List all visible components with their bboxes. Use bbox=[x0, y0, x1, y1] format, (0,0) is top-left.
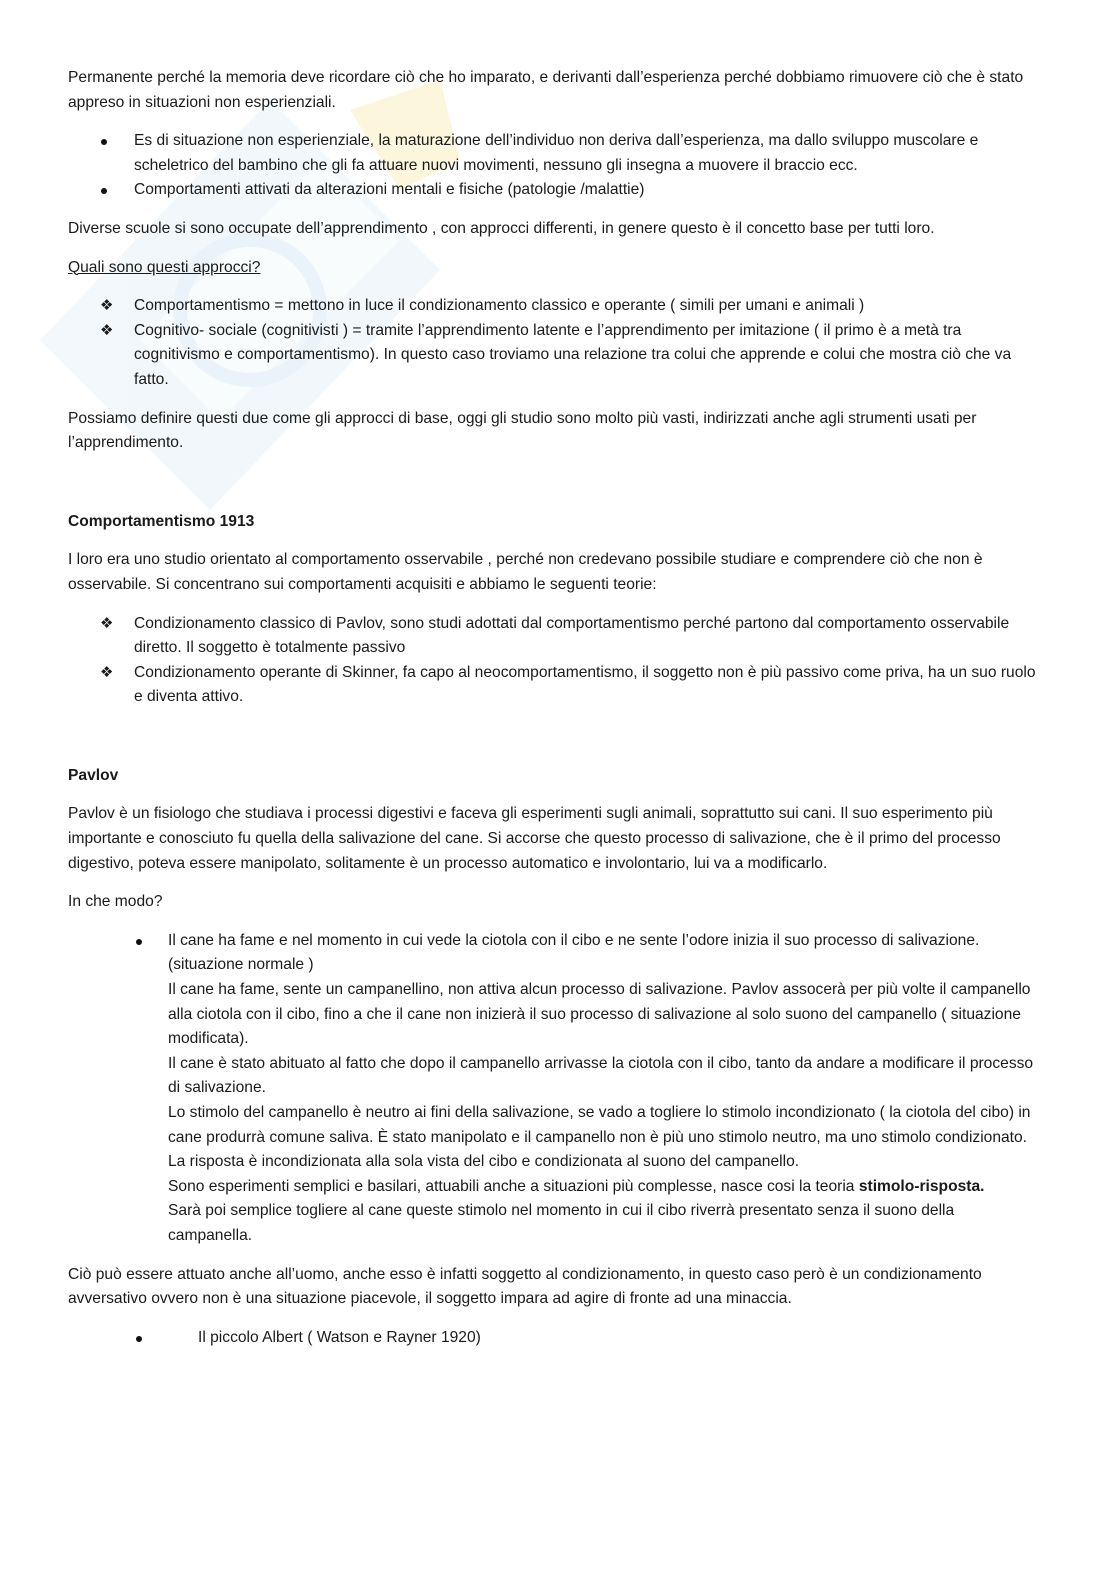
diamond-bullet-icon: ❖ bbox=[100, 321, 114, 339]
schools-paragraph: Diverse scuole si sono occupate dell’apprendimento , con approcci differenti, in genere questo è il concetto base per tutti loro. bbox=[68, 219, 935, 237]
human-paragraph: Ciò può essere attuato anche all’uomo, anche esso è infatti soggetto al condizionamento, in questo caso però è un condizionamento avversativo ovvero non è una situazione piacevole, il soggetto impara ad agire di fronte ad una minaccia. bbox=[68, 1265, 982, 1308]
intro-bullet-list bbox=[68, 129, 1036, 203]
theory-line: Sono esperimenti semplici e basilari, attuabili anche a situazioni più complesse, nasce cosi la teoria stimolo-risposta. bbox=[168, 1177, 985, 1195]
list-item: Il piccolo Albert ( Watson e Rayner 1920) bbox=[68, 1326, 1036, 1351]
albert-list bbox=[68, 1326, 1036, 1351]
list-item: ❖ Cognitivo- sociale (cognitivisti ) = tramite l’apprendimento latente e l’apprendimento per imitazione ( il primo è a metà tra cognitivismo e comportamentismo). In questo caso troviamo una relazione tra colui che apprende e colui che mostra ciò che va fatto. bbox=[68, 319, 1036, 393]
pavlov-heading: Pavlov bbox=[68, 766, 119, 784]
approaches-question: Quali sono questi approcci? bbox=[68, 258, 261, 276]
bullet-icon bbox=[101, 139, 107, 145]
bullet-icon bbox=[101, 188, 107, 194]
list-item: ❖ Comportamentismo = mettono in luce il condizionamento classico e operante ( simili per umani e animali ) bbox=[68, 294, 1036, 319]
document-page bbox=[68, 66, 1036, 1364]
diamond-bullet-icon: ❖ bbox=[100, 663, 114, 681]
pavlov-question: In che modo? bbox=[68, 893, 163, 911]
intro-paragraph: Permanente perché la memoria deve ricordare ciò che ho imparato, e derivanti dall’esperienza perché dobbiamo rimuovere ciò che è stato appreso in situazioni non esperienziali. bbox=[68, 69, 1024, 111]
list-item: ❖ Condizionamento classico di Pavlov, sono studi adottati dal comportamentismo perché partono dal comportamento osservabile diretto. Il soggetto è totalmente passivo bbox=[68, 612, 1036, 661]
list-item: Comportamenti attivati da alterazioni mentali e fisiche (patologie /malattie) bbox=[68, 178, 1036, 203]
base-approaches-paragraph: Possiamo definire questi due come gli approcci di base, oggi gli studio sono molto più vasti, indirizzati anche agli strumenti usati per l’apprendimento. bbox=[68, 409, 977, 452]
diamond-bullet-icon: ❖ bbox=[100, 297, 114, 315]
behaviorism-heading: Comportamentismo 1913 bbox=[68, 512, 255, 530]
theory-name: stimolo-risposta. bbox=[858, 1177, 985, 1195]
behaviorism-paragraph: I loro era uno studio orientato al comportamento osservabile , perché non credevano possibile studiare e comprendere ciò che non è osservabile. Si concentrano sui comportamenti acquisiti e abbiamo le seguenti teorie: bbox=[68, 551, 983, 593]
list-item: Es di situazione non esperienziale, la maturazione dell’individuo non deriva dall’esperienza, ma dallo sviluppo muscolare e scheletrico del bambino che gli fa attuare nuovi movimenti, nessuno gli insegna a muovere il braccio ecc. bbox=[68, 129, 1036, 178]
bullet-icon bbox=[136, 939, 142, 945]
list-item: Il cane ha fame e nel momento in cui vede la ciotola con il cibo e ne sente l’odore inizia il suo processo di salivazione. (situazione normale ) Il cane ha fame, sente un campanellino, non attiva alcun processo di salivazione. Pavlov assocerà per più volte il campanello alla ciotola con il cibo, fino a che il cane non inizierà il suo processo di salivazione al solo suono del campanello ( situazione modificata). Il cane è stato abituato al fatto che dopo il campanello arrivasse la ciotola con il cibo, tanto da andare a modificare il processo di salivazione. Lo stimolo del campanello è neutro ai fini della salivazione, se vado a togliere lo stimolo incondizionato ( la ciotola del cibo) in cane produrrà comune saliva. È stato manipolato e il campanello non è più uno stimolo neutro, ma uno stimolo condizionato. La risposta è incondizionata alla sola vista del cibo e condizionata al suono del campanello. Sono esperimenti semplici e basilari, attuabili anche a situazioni più complesse, nasce cosi la teoria stimolo-risposta. Sarà poi semplice togliere al cane queste stimolo nel momento in cui il cibo riverrà presentato senza il suono della campanella. bbox=[68, 929, 1036, 1249]
theories-list bbox=[68, 612, 1036, 710]
approaches-list bbox=[68, 294, 1036, 392]
pavlov-paragraph: Pavlov è un fisiologo che studiava i processi digestivi e faceva gli esperimenti sugli animali, soprattutto sui cani. Il suo esperimento più importante e conosciuto fu quella della salivazione del cane. Si accorse che questo processo di salivazione, che è il primo del processo digestivo, poteva essere manipolato, solitamente è un processo automatico e involontario, lui va a modificarlo. bbox=[68, 805, 1001, 872]
list-item: ❖ Condizionamento operante di Skinner, fa capo al neocomportamentismo, il soggetto non è più passivo come priva, ha un suo ruolo e diventa attivo. bbox=[68, 661, 1036, 710]
diamond-bullet-icon: ❖ bbox=[100, 614, 114, 632]
pavlov-list bbox=[68, 929, 1036, 1249]
bullet-icon bbox=[136, 1336, 142, 1342]
